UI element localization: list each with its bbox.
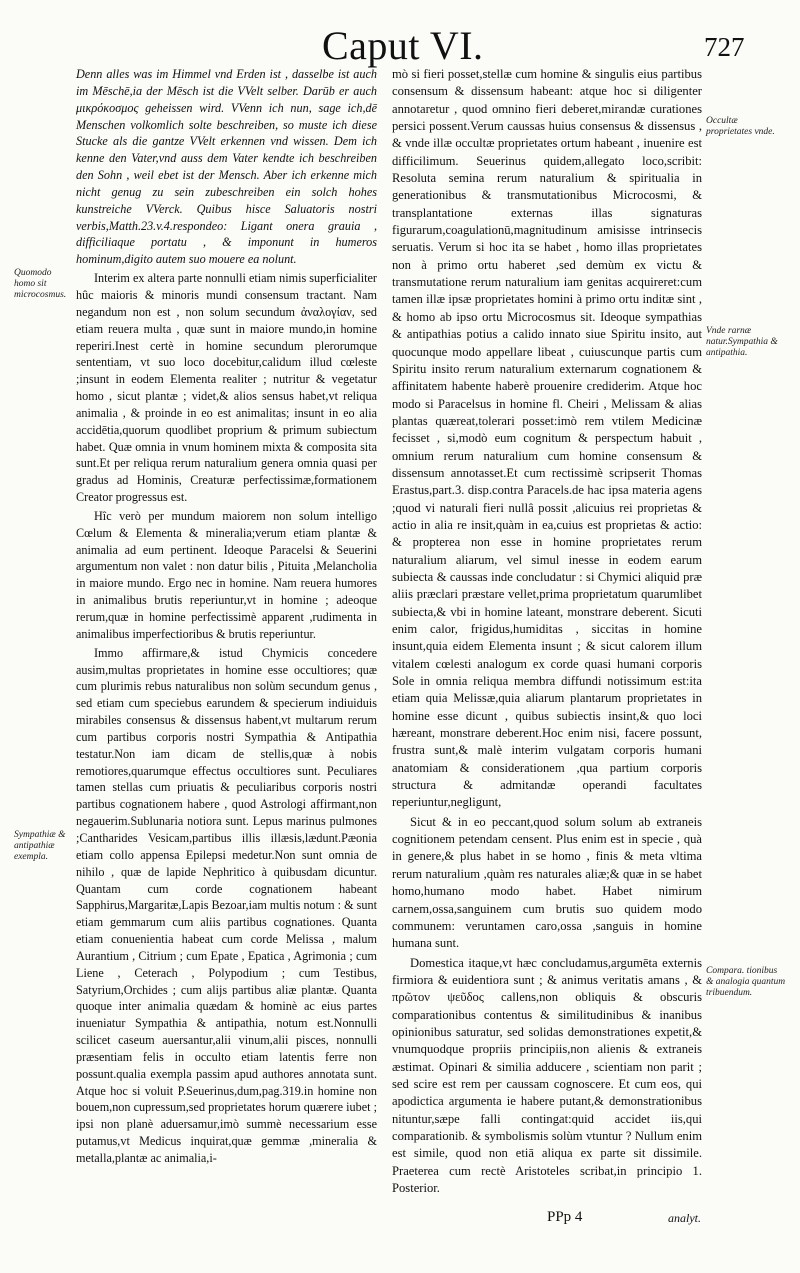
page-footer [0, 1209, 800, 1229]
margin-note: Quomodo homo sit microcosmus. [14, 268, 67, 300]
right-column [392, 66, 702, 1197]
paragraph: Immo affirmare,& istud Chymicis concedere ausim,multas proprietates in homine esse occultiores; quæ cum plurimis rebus naturalibus non solùm secundum genus , sed etiam cum speciebus earundem & specierum indiuiduis mirabiles consensus & dissensus habent,vt multarum rerum cum partibus corporis nostri Sympathia & Antipathia testatur.Non iam dicam de stellis,quæ à nobis remotiores,quarumque effectus occultiores sunt. Peculiares tamen stellas cum priuatis & peculiaribus corporis nostri partibus cognationem habere , quod Astrologi affirmant,non negauerim.Sublunaria notiora sunt. Lepus marinus pulmones ;Cantharides Vesicam,partibus illis illæsis,lædunt.Pæonia etiam collo appensa Epilepsi medetur.Non sunt omnia de nihilo , quæ de lapide Nephritico à quibusdam dicuntur. Quantam cum corde cognationem habeant Sapphirus,Margaritæ,Lapis Bezoar,iam multis notum : & sunt etiam gemmarum cum aliis partibus cognationes. Quanta etiam conuenientia habeat cum corde Melissa , malum Aurantium , Citrium ; cum Epate , Epatica , Agrimonia ; cum Liene , Ceterach , Polypodium ; cum Testibus, Satyrium,Orchides ; cum alijs partibus aliæ plantæ. Quanta quoque inter animalia quædam & hominè ac eius partes inueniatur Sympathia & antipathia, notum est.Nonnulli scilicet caseum auersantur,alii vinum,alii pisces, nonnulli præsentiam felis in occulto etiam latentis ferre non possunt.qualia exempla passim apud authores annotata sunt. Atque hoc si voluit P.Seuerinus,dum,pag.319.in homine non bouem,non cupressum,sed proprietates horum quærere iubet ; ipsi non planè aduersamur,imò summè necessarium esse putamus,vt Medicus inquirat,quæ gemmæ ,mineralia & metalla,plantæ ac animalia,i- [76, 645, 377, 1165]
margin-note: Compara. tionibus & analogia quantum tribuendum. [706, 966, 786, 998]
page-number: 727 [704, 32, 745, 62]
left-column [76, 66, 377, 1167]
paragraph: Hîc verò per mundum maiorem non solum intelligo Cœlum & Elementa & mineralia;verum etiam plantæ & animalia ad eum pertinent. Ideoque Paracelsi & Seuerini argumentum non valet : non datur bilis , Pituita ,Melancholia in maiore mundo. Ergo nec in homine. Nam reuera humores in animalibus brutis reperiuntur,vt in homine ; adeoque rerum,quæ in homine perfectissimè apparent ,rudimenta in animalibus imperfectioribus & brutis reperiuntur. [76, 508, 377, 641]
paragraph: mò si fieri posset,stellæ cum homine & singulis eius partibus consensum & dissensum habeant: atque hoc si diligenter annotaretur , quod omnino fieri deberet,mirandæ curationes persici possent.Verum caussas huius consensus & dissensus , & vnde illæ occultæ proprietates ortum habeant , inuenire est difficilimum. Seuerinus quidem,allegato loco,scribit: Resoluta semina rerum naturalium & spiritualia in generationibus & transmutationibus Microcosmi, & transplantatione externas illas signaturas figurarum,coagulationū,magnitudinum amisisse intrinsecis seruatis. Verum si hoc ita se habet , homo illas proprietates non à primo ortu haberet ,sed demùm ex victu & transmutatione rerum naturalium iam genitas acquireret:cum tamen illæ ipsæ proprietates homini à primo ortu inditæ sint , & homo ab ipso ortu Microcosmus sit. Ideoque sympathias & antipathias potius a calido innato siue Spiritu insito, aut quocunque modo appellare libeat , cuiuscunque partis cum Spiritu insito rerum naturalium externarum cognationem & affinitatem habente haberè prouenire crediderim. Atque hoc modo si Paracelsus in homine fl. Cheiri , Melissam & alias plantas quæreat,tolerari posset:imò rem vtilem Medicinæ fecisset , si,modò eum cognitum & perspectum habuit , omnium rerum naturalium cum homine consensum & dissensum annotasset.Et cum rectissimè scripserit Thomas Erastus,part.3. disp.contra Paracels.de hac ipsa materia agens ;quod vi naturali fieri nullâ possit ,alicuius rei proprietas & actio in alia re insit,quàm in ea,cuius est proprietas & actio: & propterea non esse in homine proprietates rerum naturalium aliarum, vel simul inesse in eodem earum subiecta & caussas inde concludatur : si Chymici aliquid præ aliis præclari præstare vellet,prima proprietatum quarumlibet subiecta,& vbi in homine lateant, monstrare deberent. Sicuti enim calor, frigidus,humiditas , siccitas in homine insunt,quia eidem Elementa insunt ; & sicut calorem illum vitalem cœlesti analogum ex corde quasi humani corporis Sole in omnia reliqua membra diffundi notissimum est:ita etiam quia Melissæ,quia aliarum plantarum proprietates in homine esse dicunt , quibus subiectis insint,& quo loci hæreant, monstrare deberent.Hoc enim nisi, facere possunt, frustra sunt,& malè interim vulgatam corporis humani anatomiam & considerationem ,qua partium corporis structura & admitandæ operandi facultates reperiuntur,negligunt, [392, 67, 702, 810]
margin-note: Sympathiæ & antipathiæ exempla. [14, 830, 66, 862]
margin-note: Occultæ proprietates vnde. [706, 116, 775, 137]
running-head: Caput VI. [322, 23, 484, 68]
page-header [0, 18, 800, 70]
paragraph: Sicut & in eo peccant,quod solum solum ab extraneis cognitionem petendam censent. Plus enim est in specie , quà in genere,& plus habet in se homo , finis & meta vltima rerum naturalium ,quàm res naturales aliæ;& quæ in se habet homo,humano modo habet. Habet nimirum carnem,ossa,sanguinem cum brutis suo quidem modo communem: veruntamen caro,ossa ,sanguis in homine humana sunt. [392, 814, 702, 951]
paragraph: Denn alles was im Himmel vnd Erden ist , dasselbe ist auch im Mēschē,ia der Mēsch ist die VVelt selber. Darūb er auch μικρόκοσμος geheissen wird. VVenn ich nun, sage ich,dē Menschen volkomlich solte beschreiben, so muste ich diese Stucke als die gantze VVelt erkennen vnd wissen. Dem ich kenne den Vater,vnd auss dem Vater kendte ich beschreiben den Sohn , weil ebet ist der Mensch. Aber ich erkenne mich nicht genug zu sein zubeschreiben ein solch hohes kunstreiche VVerck. Quibus hisce Saluatoris nostri verbis,Matth.23.v.4.respondeo: Ligant onera grauia , difficiliaque portatu , & imponunt in humeros hominum,digito autem suo mouere ea nolunt. [76, 67, 377, 267]
signature-mark: PPp 4 [547, 1209, 583, 1225]
paragraph: Interim ex altera parte nonnulli etiam nimis superficialiter hûc maioris & minoris mundi consensum tractant. Nam negandum non est , non solum secundum ἀναλογίαν, sed etiam reuera multa , quæ sunt in maiore mundo,in homine reperiri.Inest certè in homine secundum plerorumque sententiam, vt suo loco docebitur,calidum illud cœleste ;insunt in eodem Elementa realiter ; nutritur & vegetatur homo , sicut plantæ ; videt,& alios sensus habet,vt reliqua animalia , & proinde in eo est animalitas; insunt in eo alia accidētia,quorum quodlibet proprium & primum subiectum habet. Quæ omnia in vnum hominem mixta & composita sita sunt.Et per reliqua rerum naturalium genera omnia quasi per gradus ad Hominis, Creaturæ perfectissimæ,formationem Creator progressus est. [76, 271, 377, 505]
catchword: analyt. [668, 1211, 701, 1225]
paragraph: Domestica itaque,vt hæc concludamus,argumēta externis firmiora & euidentiora sunt ; & animus veritatis amans , & πρῶτον ψεῦδος callens,non obliquis & obscuris comparationibus contentus & similitudinibus & inanibus opinionibus saturatur, sed solidas demonstrationes expetit,& vnumquodque propriis principiis,non alienis & extraneis æstimat. Opinari & similia adducere , scientiam non parit ; sed scire est rem per caussam cognoscere. Et cum eos, qui apodictica argumenta ie habere putant,& demonstrationibus nituntur,sæpe falli contingat:quid accidet iis,qui comparationib. & symbolismis solùm vtuntur ? Nullum enim est simile, quod non etiā aliqua ex parte sit dissimile. Praeterea cum rectè Aristoteles scribat,in principio 1. Posterior. [392, 955, 702, 1195]
margin-note: Vnde rarnæ natur.Sympathia & antipathia. [706, 326, 778, 358]
